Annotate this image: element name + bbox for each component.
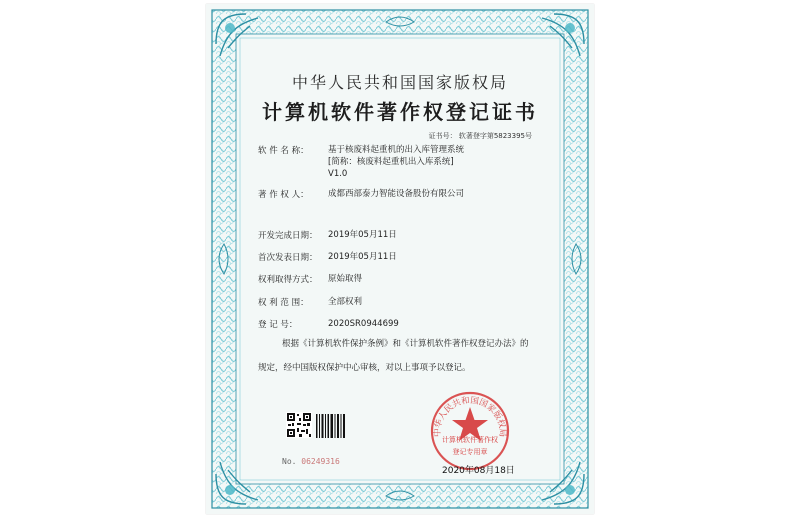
certificate	[206, 4, 594, 514]
dev-date-value: 2019年05月11日	[328, 230, 397, 240]
software-name-value	[328, 144, 464, 180]
pub-date-value: 2019年05月11日	[328, 252, 397, 262]
software-name-label: 软 件 名 称：	[258, 146, 309, 156]
issuing-authority: 中华人民共和国国家版权局	[291, 73, 508, 92]
reg-no-value: 2020SR0944699	[328, 319, 399, 329]
seal-ring-text: 中华人民共和国国家版权局	[432, 395, 508, 438]
seal-line2: 登记专用章	[452, 448, 488, 456]
statement-line1: 根据《计算机软件保护条例》和《计算机软件著作权登记办法》的	[282, 339, 529, 349]
software-version: V1.0	[328, 169, 348, 179]
statement-line2: 规定，经中国版权保护中心审核，对以上事项予以登记。	[258, 363, 471, 373]
issue-date: 2020年08月18日	[442, 466, 515, 476]
scope-label: 权 利 范 围：	[258, 298, 309, 308]
serial-prefix: No.	[282, 457, 297, 466]
acquire-label: 权利取得方式：	[258, 275, 318, 285]
owner-value: 成都西部泰力智能设备股份有限公司	[328, 189, 465, 199]
software-name-line2: [简称：核废料起重机出入库系统]	[328, 157, 454, 167]
serial-number	[282, 457, 340, 466]
owner-label: 著 作 权 人：	[258, 190, 309, 200]
qr-code-icon	[286, 412, 312, 438]
pub-date-label: 首次发表日期：	[258, 253, 318, 263]
barcode-icon	[316, 414, 346, 438]
certificate-title: 计算机软件著作权登记证书	[262, 100, 538, 124]
certificate-number: 证书号： 软著登字第5823395号	[428, 132, 532, 140]
scope-value: 全部权利	[328, 297, 363, 307]
official-seal	[428, 389, 512, 473]
reg-no-label: 登 记 号：	[258, 320, 298, 330]
seal-line1: 计算机软件著作权	[442, 436, 498, 444]
serial-digits: 06249316	[301, 457, 340, 466]
acquire-value: 原始取得	[328, 274, 363, 284]
software-name-line1: 基于核废料起重机的出入库管理系统	[328, 145, 465, 155]
dev-date-label: 开发完成日期：	[258, 231, 318, 241]
